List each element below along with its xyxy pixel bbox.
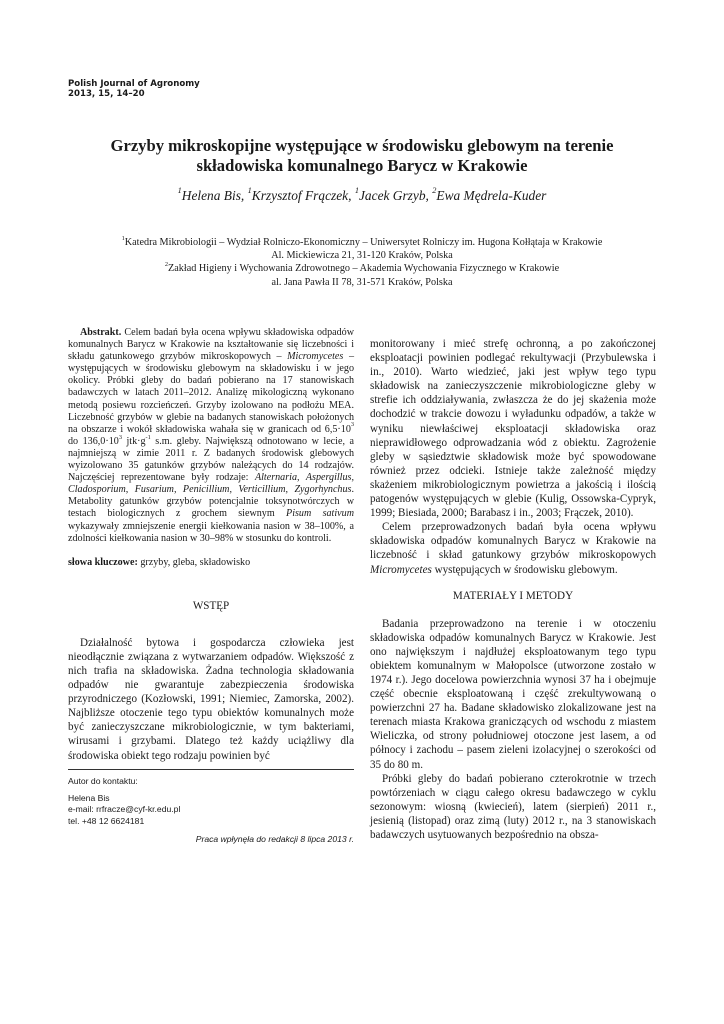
right-column	[370, 337, 656, 842]
abstract-label: Abstrakt.	[80, 327, 122, 338]
author-name: Krzysztof Frączek	[251, 188, 349, 203]
methods-paragraph: Próbki gleby do badań pobierano czterokrotnie w trzech powtórzeniach w ciągu całego okresu badawczego w cyklu sezonowym: wiosną (kwiecień), latem (sierpień) 2011 r., jesienią (listopad) oraz zimą (luty) 2012 r., na 3 stanowiskach badawczych usytuowanych bezpośrednio na obsza-	[370, 772, 656, 841]
affiliation-1-text: Katedra Mikrobiologii – Wydział Rolniczo-Ekonomiczny – Uniwersytet Rolniczy im. Hugona Kołłątaja w Krakowie	[124, 237, 603, 248]
affiliation-2-text: Zakład Higieny i Wychowania Zdrowotnego – Akademia Wychowania Fizycznego w Krakowie	[168, 263, 560, 275]
abstract-text: Celem badań była ocena wpływu składowiska odpadów komunalnych Barycz w Krakowie na kształtowanie się liczebności i składu gatunkowego grzybów mikroskopowych –	[68, 327, 354, 363]
author-name: Ewa Mędrela-Kuder	[436, 188, 547, 203]
abstract	[68, 327, 354, 545]
author-name: Helena Bis	[181, 188, 241, 203]
received-date: Praca wpłynęła do redakcji 8 lipca 2013 r.	[195, 833, 354, 844]
intro-aim-text: Celem przeprowadzonych badań była ocena wpływu składowiska odpadów komunalnych Barycz w Krakowie na liczebność i skład gatunkowy grzybów mikroskopowych	[370, 521, 656, 562]
keywords-label: słowa kluczowe:	[68, 556, 138, 568]
abstract-sup: 3	[350, 421, 354, 429]
intro-aim-paragraph	[370, 520, 656, 576]
abstract-text: – występujących w środowisku glebowym na składowisku i w jego okolicy. Próbki gleby do badań pobierano na 17 stanowiskach badawczych w latach 2011–2012. Analizę mikologiczną wykonano metodą posiewu rozcieńczeń. Grzyby izolowano na podłożu MEA. Liczebność grzybów w glebie na badanych stanowiskach położonych na obszarze i wokół składowiska wahała się w granicach od 6,5·10	[68, 351, 354, 435]
affiliation-2-line-1	[70, 262, 654, 275]
contact-block	[68, 776, 354, 827]
title-line-1: Grzyby mikroskopijne występujące w środowisku glebowym na terenie	[110, 136, 614, 155]
journal-issue: 2013, 15, 14–20	[68, 89, 145, 99]
contact-phone: tel. +48 12 6624181	[68, 815, 145, 826]
intro-aim-text: występujących w środowisku glebowym.	[431, 563, 618, 576]
abstract-genera: Alternaria, Aspergillus, Cladosporium, Fusarium, Penicillium, Verticillium, Zygorhynchus	[68, 472, 354, 496]
affiliation-1-line-1	[70, 236, 654, 249]
contact-email: e-mail: rrfracze@cyf-kr.edu.pl	[68, 804, 181, 815]
journal-header	[68, 79, 200, 99]
affiliation-2-line-2: al. Jana Pawła II 78, 31-571 Kraków, Polska	[271, 276, 453, 288]
abstract-sup: 3	[118, 433, 122, 441]
abstract-plant: Pisum sativum	[286, 508, 354, 520]
keywords	[68, 557, 354, 569]
affiliation-mark: 1	[121, 234, 125, 242]
author-name: Jacek Grzyb	[358, 188, 426, 203]
affiliations	[70, 236, 654, 289]
abstract-text: wykazywały zmniejszenie energii kiełkowania nasion w 38–100%, a zdolności kiełkowania nasion w 30–98% w stosunku do kontroli.	[68, 520, 354, 544]
abstract-text: jtk·g	[121, 435, 146, 447]
author-affil-mark: 1	[247, 186, 252, 196]
section-heading-intro: WSTĘP	[192, 599, 230, 612]
abstract-text: . Metabolity gatunków grzybów potencjalnie toksynotwórczych w testach biologicznych z grochem siewnym	[68, 484, 354, 520]
abstract-text: s.m. gleby. Największą odnotowano w lecie, a najmniejszą w zimie 2011 r. Z badanych środowisk glebowych wyizolowano 35 gatunków grzybów należących do 14 rodzajów. Najczęściej reprezentowane były rodzaje:	[68, 435, 354, 484]
abstract-text: do 136,0·10	[68, 435, 119, 447]
methods-paragraph: Badania przeprowadzono na terenie i w otoczeniu składowiska odpadów komunalnych Barycz w Krakowie. Jest ono największym i najdłużej eksploatowanym tego typu obiektem komunalnym w Małopolsce (utworzone zostało w 1974 r.). Jego docelowa powierzchnia wynosi 37 ha i obejmuje część obecnie eksploatowaną i część zrekultywowaną o powierzchni 27 ha. Badane składowisko zlokalizowane jest na terenach miasta Krakowa graniczących od wschodu z miastem Wieliczka, od strony południowej otoczone jest lasem, a od północy i zachodu – pasem zieleni izolacyjnej o szerokości od 35 do 80 m.	[370, 617, 656, 771]
intro-paragraph: Działalność bytowa i gospodarcza człowieka jest nieodłącznie związana z wytwarzaniem odpadów. Większość z nich trafia na składowiska. Żadna technologia składowania odpadów nie gwarantuje zabezpieczenia środowiska przyrodniczego (Kozłowski, 1991; Niemiec, Zamorska, 2002). Najbliższe otoczenie tego typu obiektów komunalnych może być zanieczyszczane mikrobiologicznie, w tym bakteriami, wirusami i grzybami. Dlatego też każdy uciążliwy dla środowiska obiekt tego rodzaju powinien być	[68, 636, 354, 762]
affiliation-1-line-2: Al. Mickiewicza 21, 31-120 Kraków, Polska	[271, 250, 453, 262]
author-affil-mark: 2	[432, 186, 437, 196]
author-affil-mark: 1	[177, 186, 182, 196]
paper-title	[70, 136, 654, 176]
left-column	[68, 327, 354, 845]
author-affil-mark: 1	[354, 186, 359, 196]
journal-name: Polish Journal of Agronomy	[68, 79, 200, 89]
contact-label: Autor do kontaktu:	[68, 775, 138, 786]
intro-paragraph-continued: monitorowany i mieć strefę ochronną, a po zakończonej eksploatacji powinien podlegać rekultywacji (Przybulewska i in., 2010). Warto wiedzieć, jaki jest wpływ tego typu składowisk na zanieczyszczenie mikrobiologiczne gleby w strefie ich oddziaływania, zwłaszcza że do jej skażenia może dochodzić w trakcie dowozu i wyładunku odpadów, a także w wyniku niewłaściwej eksploatacji składowiska oraz nieprawidłowego odprowadzania wód z obiektu. Zagrożenie gleby w sąsiedztwie składowisk może być spowodowane również przez odcieki. Istnieje także zależność między skażeniem mikrobiologicznym powietrza a jakością i ilością patogenów występujących w glebie (Kulig, Ossowska-Cypryk, 1999; Biesiada, 2000; Barabasz i in., 2003; Frączek, 2010).	[370, 338, 656, 520]
keywords-text: grzyby, gleba, składowisko	[137, 556, 251, 568]
affiliation-mark: 2	[164, 261, 169, 269]
contact-name: Helena Bis	[68, 792, 110, 803]
intro-aim-italic: Micromycetes	[370, 563, 432, 576]
footnote-divider	[68, 769, 354, 770]
section-heading-methods: MATERIAŁY I METODY	[452, 589, 574, 602]
abstract-italic: Micromycetes	[287, 351, 344, 363]
author-list: $^1$Helena Bis, $^1$Krzysztof Frączek, $^1$Jacek Grzyb, $^2$Ewa Mędrela-Kuder	[177, 186, 547, 203]
title-line-2: składowiska komunalnego Barycz w Krakowie	[196, 156, 528, 175]
abstract-sup: -1	[145, 433, 151, 441]
